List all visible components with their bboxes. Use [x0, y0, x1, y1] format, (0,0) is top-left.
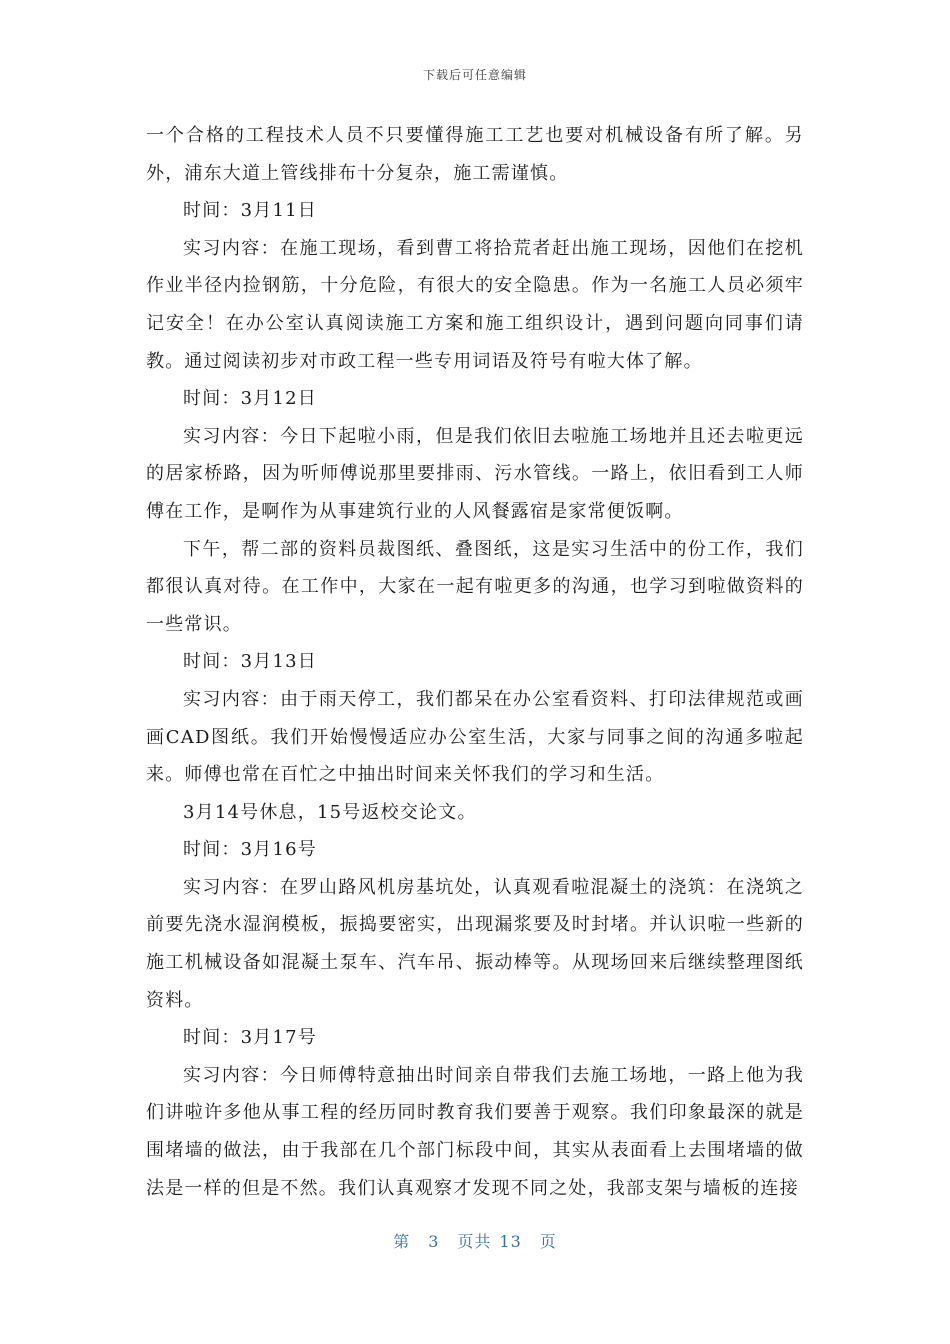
paragraph: 时间：3月12日: [183, 388, 317, 410]
paragraph: 时间：3月17号: [183, 1027, 317, 1049]
paragraph: 3月14号休息，15号返校交论文。: [183, 801, 477, 823]
paragraph: 实习内容：由于雨天停工，我们都呆在办公室看资料、打印法律规范或画画CAD图纸。我们开始慢慢适应办公室生活，大家与同事之间的沟通多啦起来。师傅也常在百忙之中抽出时间来关怀我们的学习和生活。: [146, 688, 804, 786]
paragraph: 时间：3月13日: [183, 651, 317, 673]
document-body: [146, 117, 804, 1207]
footer-total-pages: 13: [499, 1232, 522, 1251]
footer-page-number: 3: [428, 1232, 440, 1251]
paragraph: 时间：3月11日: [183, 200, 317, 222]
paragraph: 时间：3月16号: [183, 839, 317, 861]
footer-prefix: 第: [393, 1232, 411, 1251]
paragraph: 一个合格的工程技术人员不只要懂得施工工艺也要对机械设备有所了解。另外，浦东大道上管线排布十分复杂，施工需谨慎。: [146, 125, 804, 184]
paragraph: 实习内容：今日下起啦小雨，但是我们依旧去啦施工场地并且还去啦更远的居家桥路，因为听师傅说那里要排雨、污水管线。一路上，依旧看到工人师傅在工作，是啊作为从事建筑行业的人风餐露宿是家常便饭啊。: [146, 425, 804, 522]
page-header: 下载后可任意编辑: [422, 68, 527, 82]
paragraph: 实习内容：在罗山路风机房基坑处，认真观看啦混凝土的浇筑：在浇筑之前要先浇水湿润模板，振捣要密实，出现漏浆要及时封堵。并认识啦一些新的施工机械设备如混凝土泵车、汽车吊、振动棒等。从现场回来后继续整理图纸资料。: [146, 876, 804, 1011]
paragraph: 实习内容：在施工现场，看到曹工将拾荒者赶出施工现场，因他们在挖机作业半径内捡钢筋，十分危险，有很大的安全隐患。作为一名施工人员必须牢记安全！在办公室认真阅读施工方案和施工组织设计，遇到问题向同事们请教。通过阅读初步对市政工程一些专用词语及符号有啦大体了解。: [146, 237, 804, 372]
paragraph: 实习内容：今日师傅特意抽出时间亲自带我们去施工场地，一路上他为我们讲啦许多他从事工程的经历同时教育我们要善于观察。我们印象最深的就是围堵墙的做法，由于我部在几个部门标段中间，其实从表面看上去围堵墙的做法是一样的但是不然。我们认真观察才发现不同之处，我部支架与墙板的连接: [146, 1064, 804, 1199]
page-footer: [0, 1229, 950, 1252]
footer-suffix: 页: [539, 1232, 557, 1251]
paragraph: 下午，帮二部的资料员裁图纸、叠图纸，这是实习生活中的份工作，我们都很认真对待。在工作中，大家在一起有啦更多的沟通，也学习到啦做资料的一些常识。: [146, 538, 804, 635]
footer-middle: 页共: [457, 1232, 492, 1251]
